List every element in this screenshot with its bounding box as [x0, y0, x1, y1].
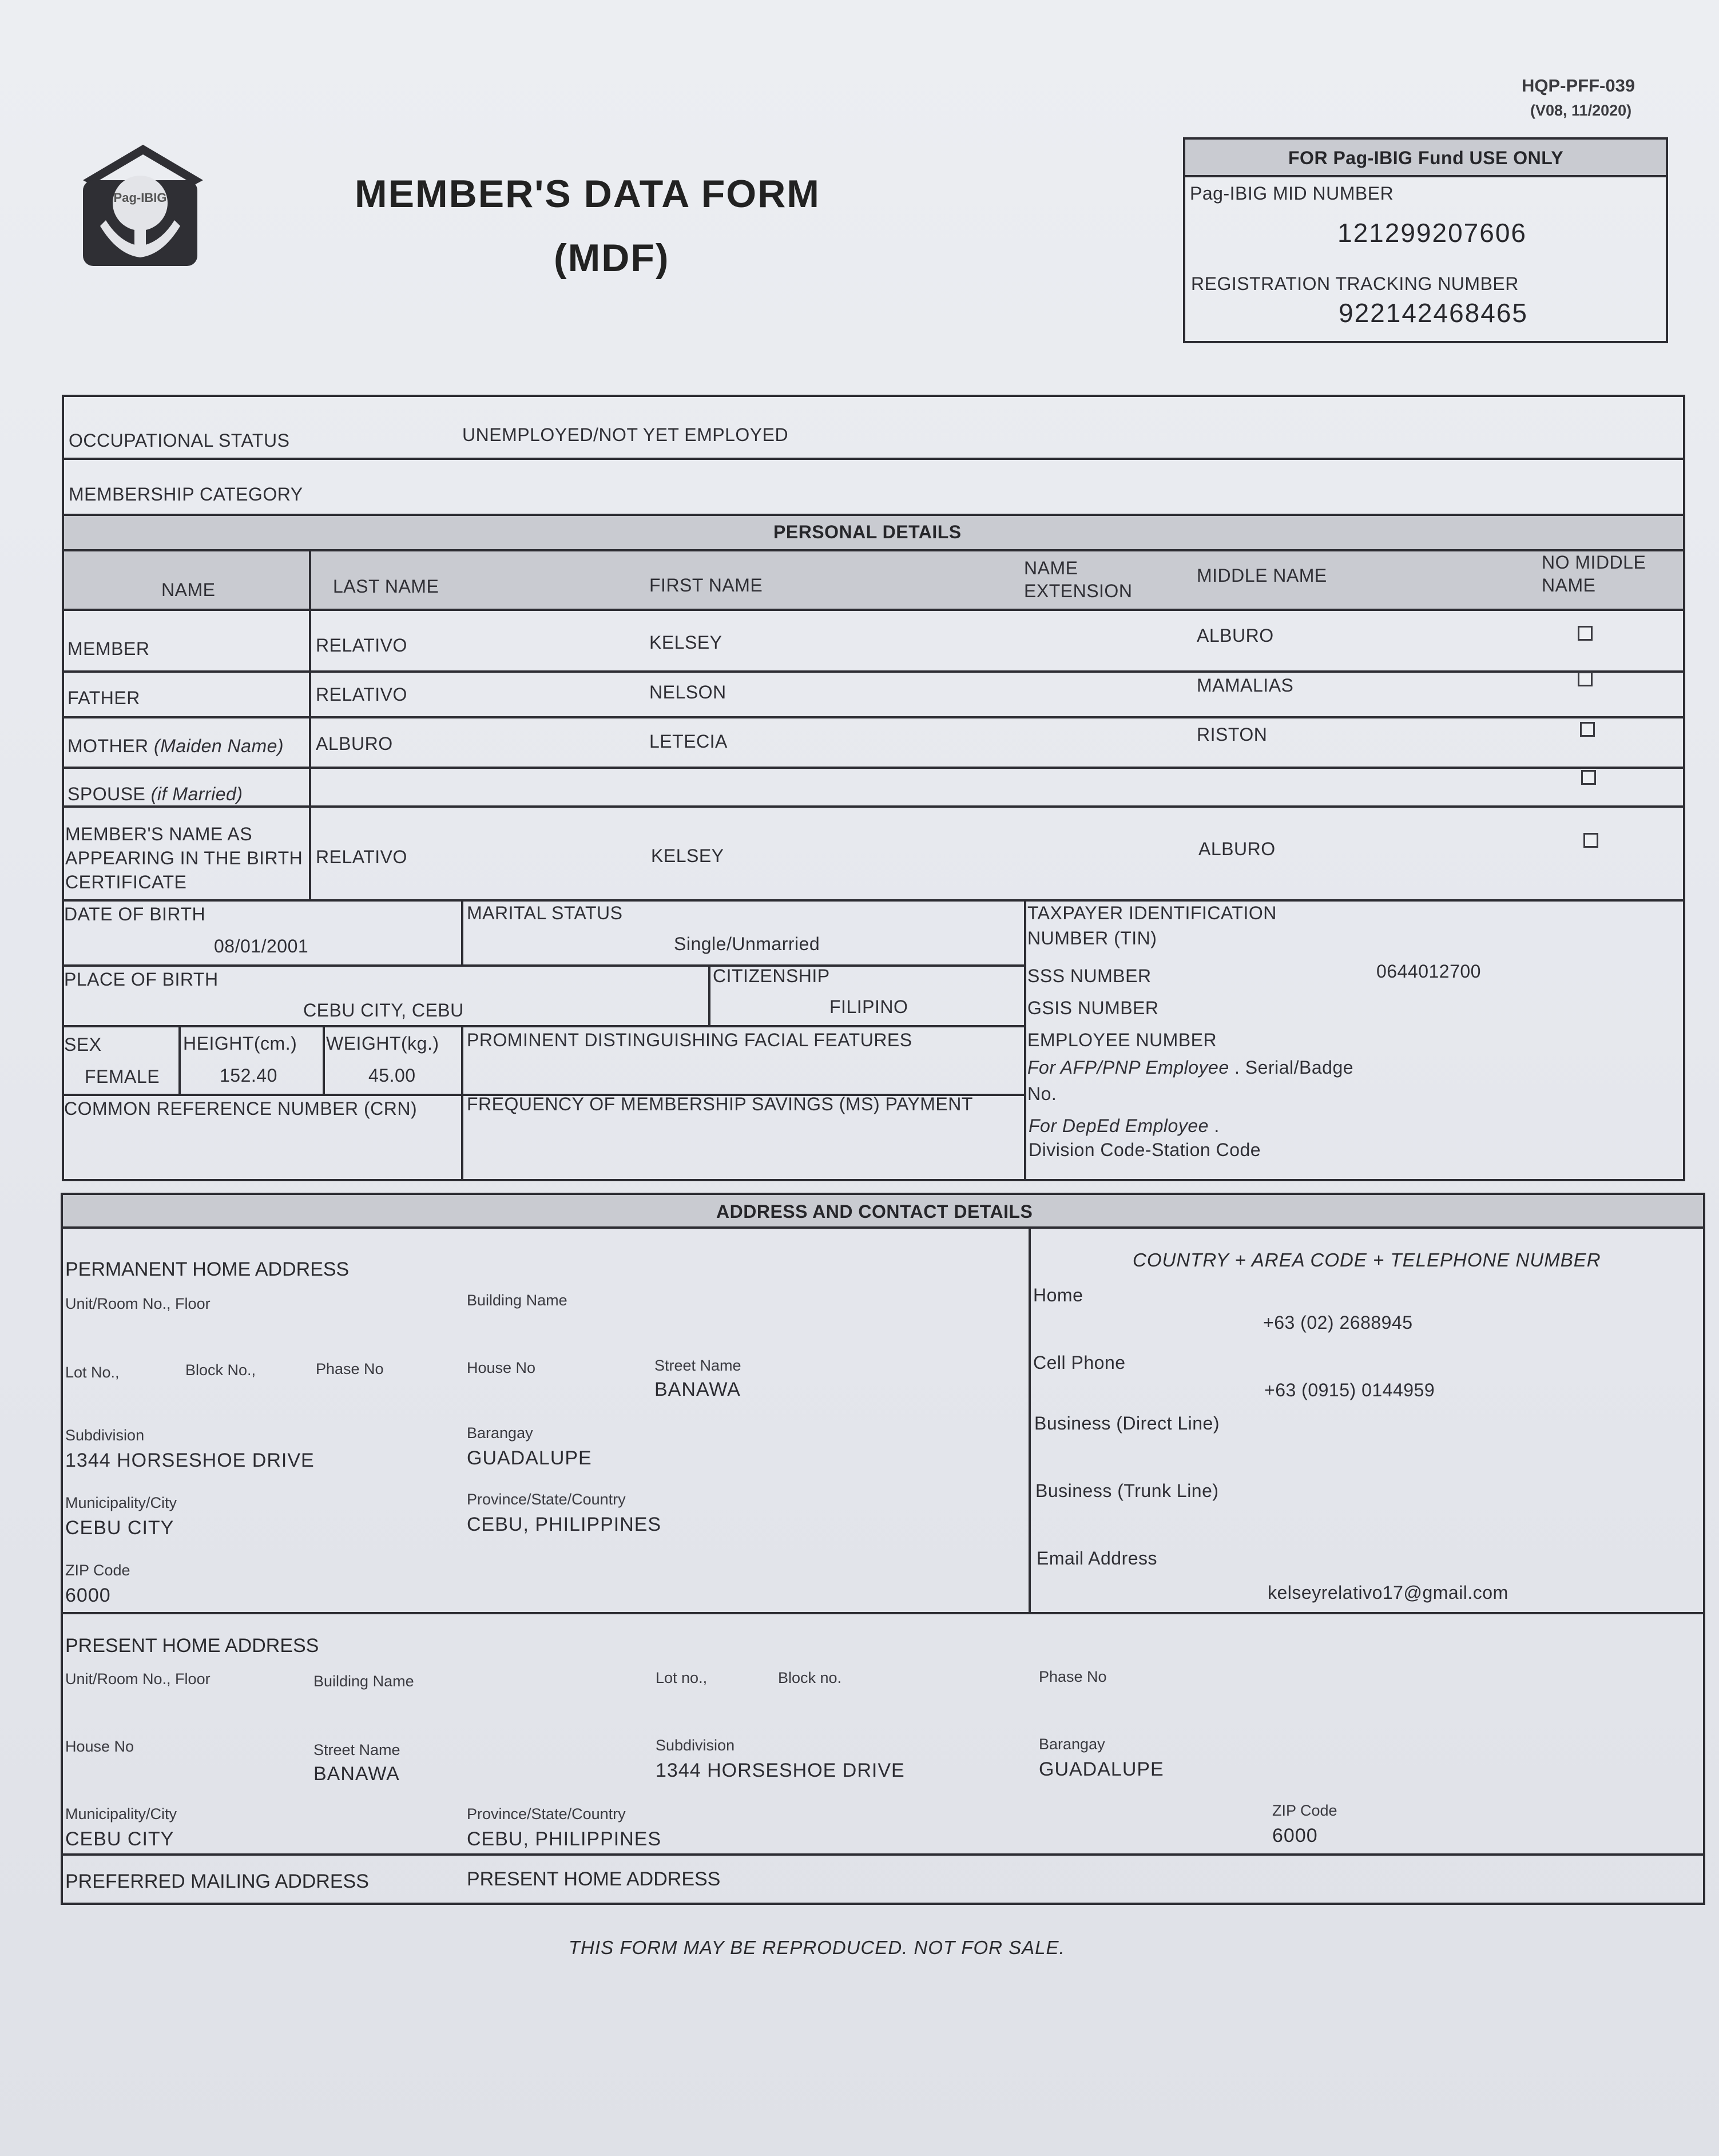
permanent-address-label: PERMANENT HOME ADDRESS	[65, 1258, 350, 1280]
address-heading: ADDRESS AND CONTACT DETAILS	[716, 1201, 1033, 1222]
footer-note: THIS FORM MAY BE REPRODUCED. NOT FOR SALE.	[569, 1937, 1065, 1958]
pres-lot-label: Lot no.,	[656, 1669, 708, 1686]
row-mother-label	[68, 736, 284, 757]
pres-building-label: Building Name	[313, 1673, 414, 1690]
father-no-middle-checkbox[interactable]	[1578, 672, 1593, 686]
occupational-status-value: UNEMPLOYED/NOT YET EMPLOYED	[462, 424, 789, 445]
dob-label: DATE OF BIRTH	[64, 904, 206, 924]
mailing-address-value: PRESENT HOME ADDRESS	[467, 1868, 721, 1890]
birth-cert-no-middle-checkbox[interactable]	[1583, 833, 1598, 848]
birth-cert-middle: ALBURO	[1198, 839, 1276, 859]
row-mother-middle: RISTON	[1197, 724, 1268, 745]
perm-province-label: Province/State/Country	[467, 1491, 626, 1508]
form-version: (V08, 11/2020)	[1530, 102, 1632, 119]
citizenship-value: FILIPINO	[829, 996, 908, 1017]
row-mother-first: LETECIA	[649, 731, 728, 752]
home-phone-label: Home	[1033, 1285, 1083, 1305]
pres-province-label: Province/State/Country	[467, 1805, 626, 1823]
pob-value: CEBU CITY, CEBU	[303, 1000, 464, 1021]
employee-number-label: EMPLOYEE NUMBER	[1027, 1030, 1217, 1050]
row-father-middle: MAMALIAS	[1197, 675, 1294, 696]
mother-no-middle-checkbox[interactable]	[1580, 722, 1595, 737]
pagibig-logo	[77, 140, 209, 272]
birth-cert-label-1: MEMBER'S NAME AS	[65, 824, 253, 844]
deped-label	[1029, 1115, 1220, 1137]
col-middle-name: MIDDLE NAME	[1197, 565, 1327, 586]
pres-house-label: House No	[65, 1738, 134, 1755]
afp-label-2: . Serial/Badge	[1234, 1057, 1354, 1078]
row-member-label: MEMBER	[68, 638, 150, 659]
row-spouse-label-note: (if Married)	[150, 784, 243, 804]
birth-cert-first: KELSEY	[651, 845, 724, 866]
pres-barangay-label: Barangay	[1039, 1736, 1105, 1753]
pres-municipality-label: Municipality/City	[65, 1805, 177, 1823]
personal-section	[62, 395, 1685, 1181]
present-address-label: PRESENT HOME ADDRESS	[65, 1635, 319, 1657]
col-no-middle-2: NAME	[1542, 575, 1596, 595]
citizenship-label: CITIZENSHIP	[713, 966, 830, 986]
row-spouse-label-text: SPOUSE	[68, 784, 146, 804]
pres-subdivision-value: 1344 HORSESHOE DRIVE	[656, 1760, 905, 1781]
perm-zip-label: ZIP Code	[65, 1562, 130, 1579]
row-father-first: NELSON	[649, 682, 726, 702]
facial-features-label: PROMINENT DISTINGUISHING FACIAL FEATURES	[467, 1030, 912, 1050]
mid-number-label: Pag-IBIG MID NUMBER	[1190, 183, 1394, 204]
row-mother-label-text: MOTHER	[68, 736, 149, 756]
perm-house-label: House No	[467, 1359, 536, 1376]
deped-label-1: For DepEd Employee	[1029, 1115, 1209, 1136]
perm-municipality-label: Municipality/City	[65, 1494, 177, 1511]
form-title: MEMBER'S DATA FORM	[355, 172, 820, 216]
row-member-first: KELSEY	[649, 632, 722, 653]
deped-label-3: Division Code-Station Code	[1029, 1139, 1261, 1160]
mailing-address-label: PREFERRED MAILING ADDRESS	[65, 1871, 369, 1892]
col-no-middle-1: NO MIDDLE	[1542, 552, 1646, 573]
height-label: HEIGHT(cm.)	[183, 1033, 297, 1054]
pres-zip-value: 6000	[1272, 1825, 1318, 1847]
marital-status-label: MARITAL STATUS	[467, 903, 623, 923]
perm-unit-label: Unit/Room No., Floor	[65, 1295, 211, 1312]
col-last-name: LAST NAME	[333, 576, 439, 597]
row-member-last: RELATIVO	[316, 635, 407, 656]
membership-category-label: MEMBERSHIP CATEGORY	[69, 484, 303, 505]
birth-cert-label-3: CERTIFICATE	[65, 872, 187, 892]
row-mother-last: ALBURO	[316, 733, 393, 754]
email-value: kelseyrelativo17@gmail.com	[1268, 1582, 1508, 1603]
dob-value: 08/01/2001	[214, 936, 309, 956]
pres-barangay-value: GUADALUPE	[1039, 1758, 1164, 1780]
home-phone-value: +63 (02) 2688945	[1263, 1312, 1413, 1333]
fund-use-heading: FOR Pag-IBIG Fund USE ONLY	[1288, 148, 1564, 168]
mid-number-value: 121299207606	[1337, 218, 1527, 248]
pres-zip-label: ZIP Code	[1272, 1802, 1337, 1819]
perm-subdivision-value: 1344 HORSESHOE DRIVE	[65, 1450, 315, 1471]
perm-block-label: Block No.,	[185, 1361, 256, 1379]
marital-status-value: Single/Unmarried	[674, 934, 820, 954]
afp-label-1: For AFP/PNP Employee	[1027, 1057, 1229, 1078]
perm-barangay-label: Barangay	[467, 1424, 533, 1442]
rtn-value: 922142468465	[1339, 298, 1528, 328]
pres-block-label: Block no.	[778, 1669, 842, 1686]
pres-phase-label: Phase No	[1039, 1668, 1107, 1685]
tin-label-2: NUMBER (TIN)	[1027, 928, 1157, 948]
col-name-extension-1: NAME	[1024, 558, 1078, 578]
weight-label: WEIGHT(kg.)	[326, 1033, 439, 1054]
perm-subdivision-label: Subdivision	[65, 1427, 145, 1444]
row-spouse-label	[68, 784, 243, 805]
cell-phone-value: +63 (0915) 0144959	[1264, 1380, 1435, 1400]
ms-payment-label: FREQUENCY OF MEMBERSHIP SAVINGS (MS) PAYMENT	[467, 1094, 973, 1114]
pres-subdivision-label: Subdivision	[656, 1737, 735, 1754]
perm-municipality-value: CEBU CITY	[65, 1517, 174, 1539]
spouse-no-middle-checkbox[interactable]	[1581, 770, 1596, 785]
sex-value: FEMALE	[85, 1066, 160, 1087]
house-hands-icon	[77, 140, 209, 272]
business-trunk-label: Business (Trunk Line)	[1035, 1480, 1219, 1501]
pres-province-value: CEBU, PHILIPPINES	[467, 1828, 662, 1850]
height-value: 152.40	[220, 1065, 277, 1086]
perm-zip-value: 6000	[65, 1585, 111, 1606]
pres-municipality-value: CEBU CITY	[65, 1828, 174, 1850]
pres-street-label: Street Name	[313, 1741, 400, 1758]
afp-label	[1027, 1057, 1353, 1078]
pob-label: PLACE OF BIRTH	[64, 969, 219, 990]
birth-cert-last: RELATIVO	[316, 847, 407, 867]
business-direct-label: Business (Direct Line)	[1034, 1413, 1220, 1434]
personal-details-heading: PERSONAL DETAILS	[773, 522, 962, 542]
address-section	[61, 1193, 1705, 1905]
perm-province-value: CEBU, PHILIPPINES	[467, 1514, 662, 1535]
weight-value: 45.00	[368, 1065, 416, 1086]
contact-heading: COUNTRY + AREA CODE + TELEPHONE NUMBER	[1133, 1249, 1601, 1270]
perm-phase-label: Phase No	[316, 1360, 384, 1377]
cell-phone-label: Cell Phone	[1033, 1352, 1126, 1373]
email-label: Email Address	[1037, 1548, 1158, 1569]
tin-label-1: TAXPAYER IDENTIFICATION	[1027, 903, 1277, 923]
form-code: HQP-PFF-039	[1522, 76, 1635, 96]
perm-barangay-value: GUADALUPE	[467, 1447, 592, 1469]
col-name: NAME	[161, 579, 216, 600]
col-first-name: FIRST NAME	[649, 575, 763, 595]
crn-label: COMMON REFERENCE NUMBER (CRN)	[64, 1098, 418, 1119]
row-father-label: FATHER	[68, 688, 140, 708]
form-subtitle: (MDF)	[554, 236, 670, 280]
perm-building-label: Building Name	[467, 1292, 567, 1309]
sss-label: SSS NUMBER	[1027, 966, 1152, 986]
sss-value: 0644012700	[1376, 961, 1481, 982]
pres-street-value: BANAWA	[313, 1763, 400, 1785]
afp-label-3: No.	[1027, 1083, 1057, 1104]
birth-cert-label-2: APPEARING IN THE BIRTH	[65, 848, 303, 868]
sex-label: SEX	[64, 1034, 102, 1055]
rtn-label: REGISTRATION TRACKING NUMBER	[1191, 273, 1519, 294]
gsis-label: GSIS NUMBER	[1027, 998, 1159, 1018]
member-no-middle-checkbox[interactable]	[1578, 626, 1593, 641]
row-mother-label-note: (Maiden Name)	[154, 736, 284, 756]
row-member-middle: ALBURO	[1197, 625, 1274, 646]
occupational-status-label: OCCUPATIONAL STATUS	[69, 430, 290, 451]
perm-street-label: Street Name	[654, 1357, 741, 1374]
row-father-last: RELATIVO	[316, 684, 407, 705]
perm-lot-label: Lot No.,	[65, 1364, 120, 1381]
perm-street-value: BANAWA	[654, 1379, 741, 1400]
pres-unit-label: Unit/Room No., Floor	[65, 1670, 211, 1688]
col-name-extension-2: EXTENSION	[1024, 581, 1133, 601]
logo-text: Pag-IBIG	[113, 190, 167, 205]
deped-label-2: .	[1214, 1115, 1220, 1136]
